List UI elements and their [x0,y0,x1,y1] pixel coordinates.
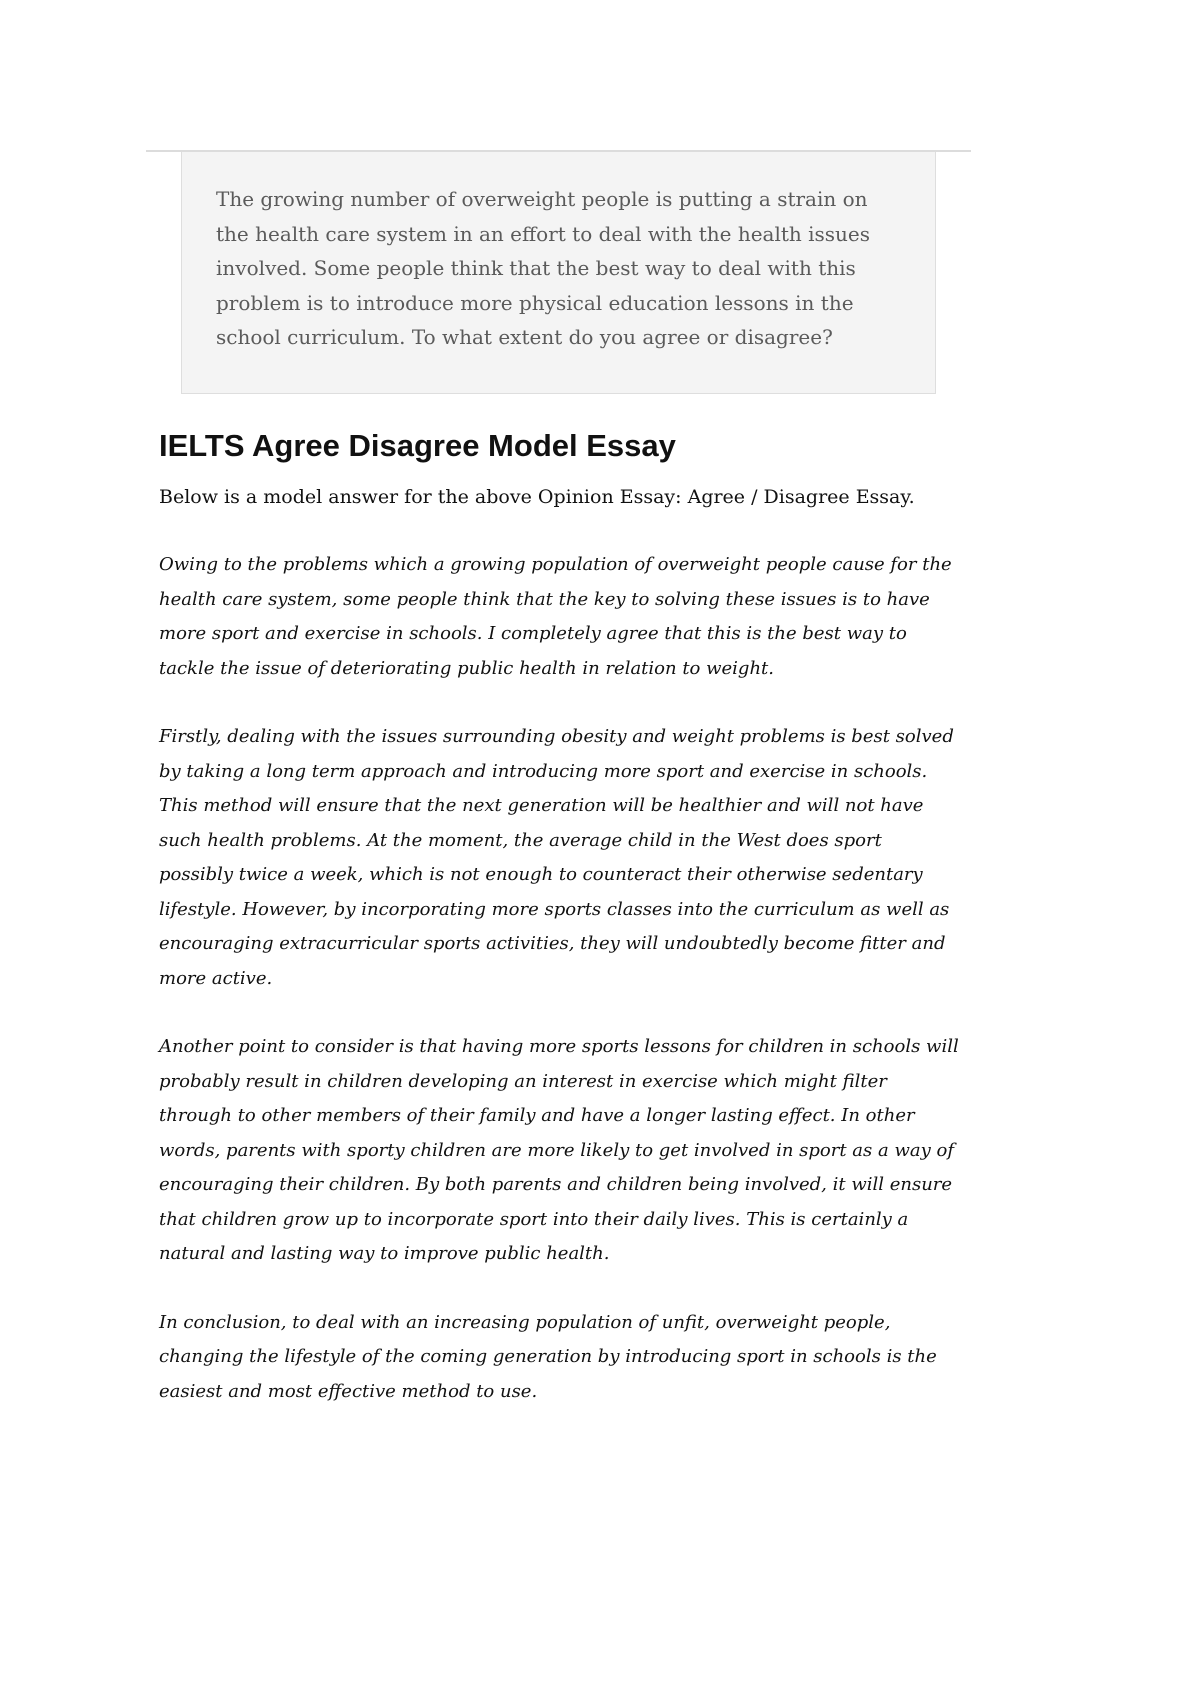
essay-paragraph-conclusion: In conclusion, to deal with an increasing population of unfit, overweight people, changing the lifestyle of the coming generation by introducing sport in schools is the easiest and most effective method to use. [159,1311,937,1402]
essay-paragraph-introduction: Owing to the problems which a growing population of overweight people cause for the health care system, some people think that the key to solving these issues is to have more sport and exercise in schools. I completely agree that this is the best way to tackle the issue of deteriorating public health in relation to weight. [159,554,952,679]
essay-paragraph-first-point: Firstly, dealing with the issues surrounding obesity and weight problems is best solved by taking a long term approach and introducing more sport and exercise in schools. This method will ensure that the next generation will be healthier and will not have such health problems. At the moment, the average child in the West does sport possibly twice a week, which is not enough to counteract their otherwise sedentary lifestyle. However, by incorporating more sports classes into the curriculum as well as encouraging extracurricular sports activities, they will undoubtedly become fitter and more active. [159,726,954,989]
essay-body [159,548,959,1443]
essay-heading: IELTS Agree Disagree Model Essay [159,428,676,463]
essay-intro: Below is a model answer for the above Opinion Essay: Agree / Disagree Essay. [159,486,915,508]
question-text: The growing number of overweight people is putting a strain on the health care system in an effort to deal with the health issues involved. Some people think that the best way to deal with this problem is to introduce more physical education lessons in the school curriculum. To what extent do you agree or disagree? [216,187,871,349]
essay-paragraph-second-point: Another point to consider is that having more sports lessons for children in schools will probably result in children developing an interest in exercise which might filter through to other members of their family and have a longer lasting effect. In other words, parents with sporty children are more likely to get involved in sport as a way of encouraging their children. By both parents and children being involved, it will ensure that children grow up to incorporate sport into their daily lives. This is certainly a natural and lasting way to improve public health. [159,1036,959,1264]
question-box [181,152,936,394]
